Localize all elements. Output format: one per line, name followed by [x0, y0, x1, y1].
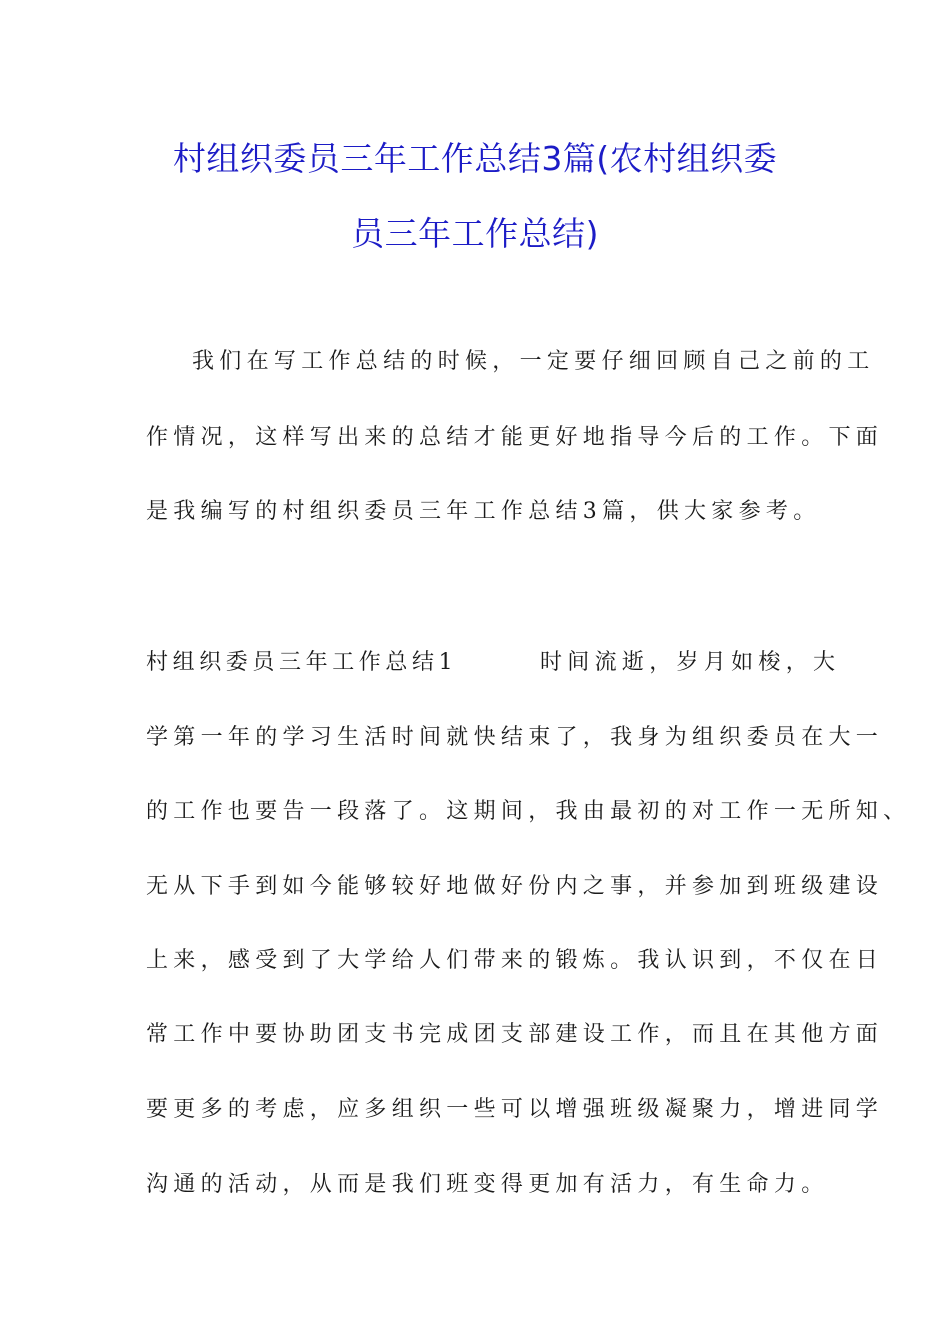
section-line-1: 学第一年的学习生活时间就快结束了，我身为组织委员在大一: [146, 725, 884, 750]
section-line-5: 常工作中要协助团支书完成团支部建设工作，而且在其他方面: [146, 1022, 884, 1047]
section-line-7: 沟通的活动，从而是我们班变得更加有活力，有生命力。: [146, 1172, 829, 1197]
intro-line-1: 我们在写工作总结的时候，一定要仔细回顾自己之前的工: [192, 349, 875, 374]
section-line-4: 上来，感受到了大学给人们带来的锻炼。我认识到，不仅在日: [146, 948, 884, 973]
section-line-6: 要更多的考虑，应多组织一些可以增强班级凝聚力，增进同学: [146, 1097, 884, 1122]
section-first-line-text: 时间流逝，岁月如梭，大: [540, 650, 841, 675]
section-line-2: 的工作也要告一段落了。这期间，我由最初的对工作一无所知、: [146, 799, 911, 824]
section-heading: 村组织委员三年工作总结1: [146, 650, 458, 675]
section-line-3: 无从下手到如今能够较好地做好份内之事，并参加到班级建设: [146, 874, 884, 899]
intro-line-2: 作情况，这样写出来的总结才能更好地指导今后的工作。下面: [146, 425, 884, 450]
document-title-line-1: 村组织委员三年工作总结3篇(农村组织委: [172, 139, 778, 178]
document-title-line-2: 员三年工作总结): [351, 214, 599, 253]
intro-line-3: 是我编写的村组织委员三年工作总结3篇，供大家参考。: [146, 499, 821, 524]
